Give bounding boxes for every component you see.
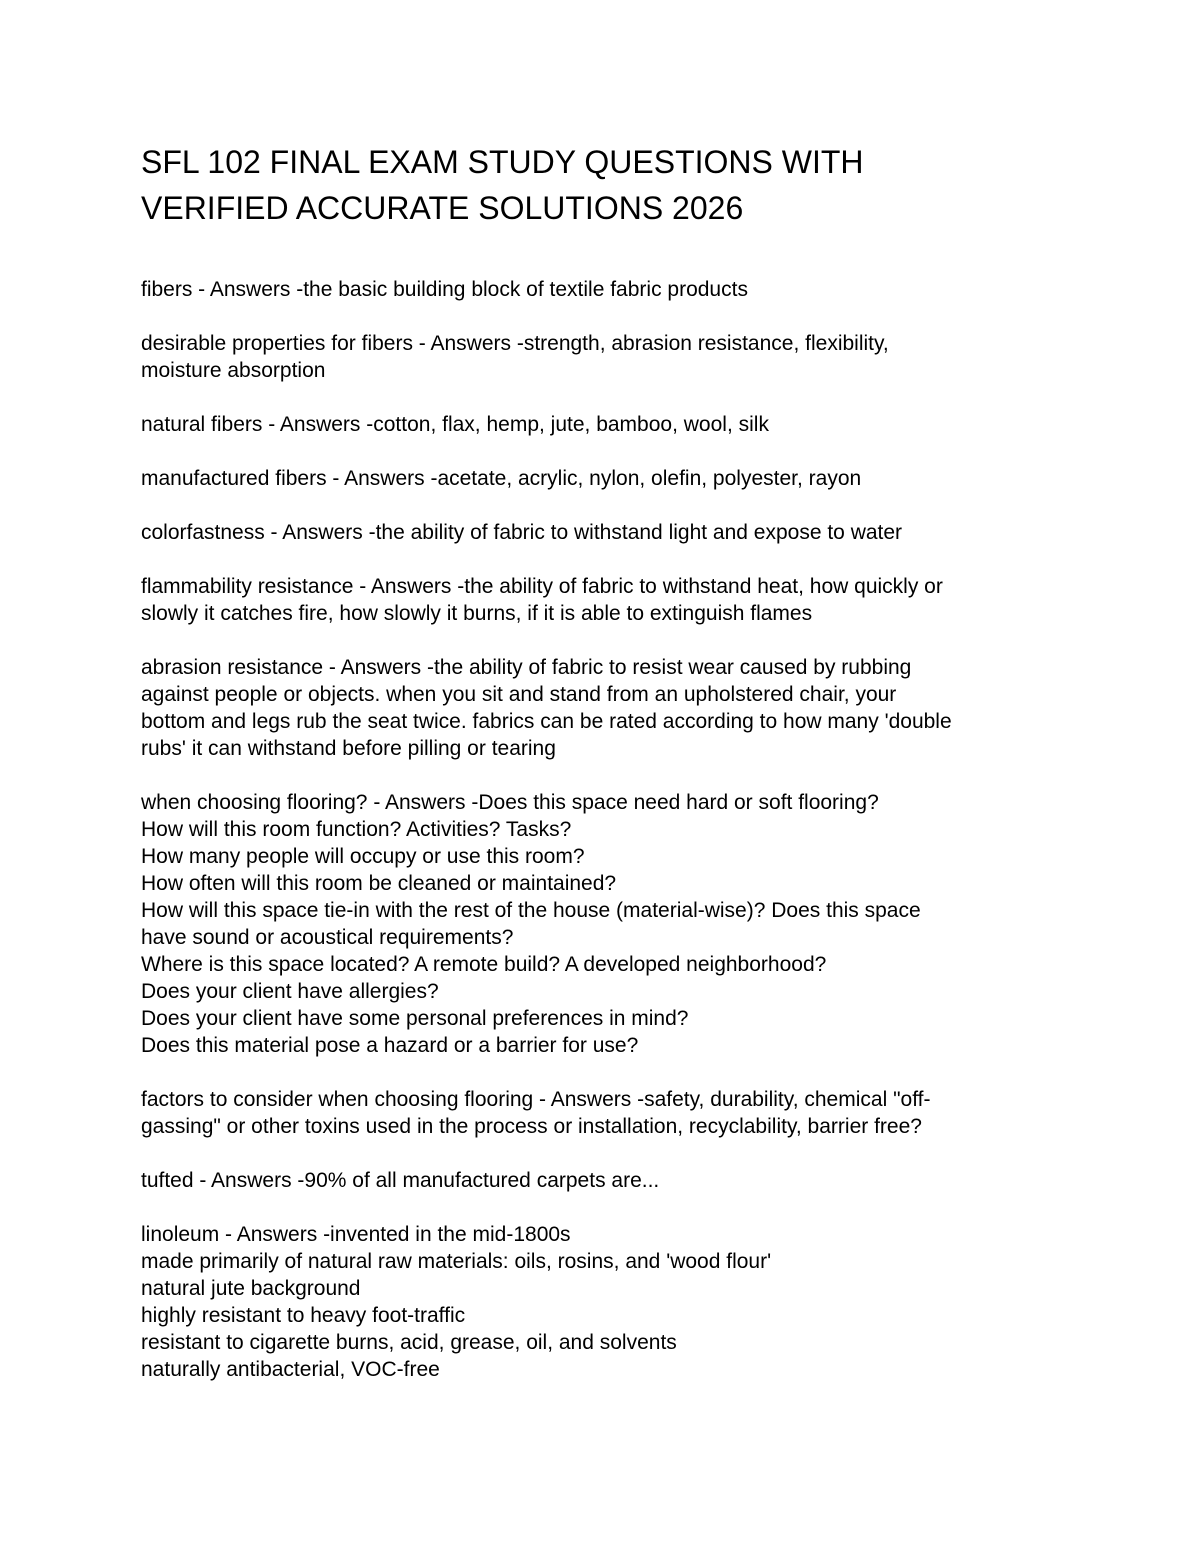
qa-line: Does this material pose a hazard or a barrier for use?	[141, 1034, 639, 1057]
qa-line: How will this room function? Activities? Tasks?	[141, 818, 572, 841]
qa-line: tufted - Answers -90% of all manufactured carpets are...	[141, 1169, 660, 1192]
qa-entry-flammability-resistance	[141, 573, 1141, 627]
qa-line: natural jute background	[141, 1277, 361, 1300]
qa-entry-natural-fibers	[141, 411, 1141, 438]
qa-line: against people or objects. when you sit and stand from an upholstered chair, your	[141, 683, 897, 706]
qa-line: moisture absorption	[141, 359, 326, 382]
qa-line: highly resistant to heavy foot-traffic	[141, 1304, 466, 1327]
qa-entry-manufactured-fibers	[141, 465, 1141, 492]
qa-line: fibers - Answers -the basic building block of textile fabric products	[141, 278, 748, 301]
qa-entry-linoleum	[141, 1221, 1141, 1383]
qa-line: Does your client have allergies?	[141, 980, 439, 1003]
qa-line: Where is this space located? A remote build? A developed neighborhood?	[141, 953, 827, 976]
qa-line: Does your client have some personal preferences in mind?	[141, 1007, 689, 1030]
qa-line: gassing" or other toxins used in the process or installation, recyclability, barrier free?	[141, 1115, 922, 1138]
qa-line: desirable properties for fibers - Answers -strength, abrasion resistance, flexibility,	[141, 332, 889, 355]
qa-line: natural fibers - Answers -cotton, flax, hemp, jute, bamboo, wool, silk	[141, 413, 769, 436]
qa-line: factors to consider when choosing flooring - Answers -safety, durability, chemical "off-	[141, 1088, 931, 1111]
title-line: SFL 102 FINAL EXAM STUDY QUESTIONS WITH	[141, 144, 864, 180]
qa-line: colorfastness - Answers -the ability of fabric to withstand light and expose to water	[141, 521, 903, 544]
qa-line: resistant to cigarette burns, acid, grease, oil, and solvents	[141, 1331, 677, 1354]
qa-line: bottom and legs rub the seat twice. fabrics can be rated according to how many 'double	[141, 710, 952, 733]
qa-line: How often will this room be cleaned or maintained?	[141, 872, 617, 895]
qa-line: rubs' it can withstand before pilling or tearing	[141, 737, 556, 760]
qa-line: have sound or acoustical requirements?	[141, 926, 514, 949]
qa-entry-when-choosing-flooring	[141, 789, 1141, 1059]
qa-line: flammability resistance - Answers -the ability of fabric to withstand heat, how quickly or	[141, 575, 943, 598]
qa-entry-fibers	[141, 276, 1141, 303]
qa-line: linoleum - Answers -invented in the mid-1800s	[141, 1223, 571, 1246]
qa-line: How will this space tie-in with the rest of the house (material-wise)? Does this space	[141, 899, 921, 922]
qa-line: slowly it catches fire, how slowly it burns, if it is able to extinguish flames	[141, 602, 813, 625]
qa-entry-flooring-factors	[141, 1086, 1141, 1140]
qa-line: when choosing flooring? - Answers -Does this space need hard or soft flooring?	[141, 791, 879, 814]
qa-line: naturally antibacterial, VOC-free	[141, 1358, 440, 1381]
qa-line: manufactured fibers - Answers -acetate, acrylic, nylon, olefin, polyester, rayon	[141, 467, 862, 490]
title-line: VERIFIED ACCURATE SOLUTIONS 2026	[141, 190, 744, 226]
qa-line: made primarily of natural raw materials: oils, rosins, and 'wood flour'	[141, 1250, 772, 1273]
qa-entry-abrasion-resistance	[141, 654, 1141, 762]
qa-line: How many people will occupy or use this room?	[141, 845, 585, 868]
document-title	[141, 139, 1141, 231]
qa-entry-tufted	[141, 1167, 1141, 1194]
qa-entry-colorfastness	[141, 519, 1141, 546]
qa-entry-desirable-properties	[141, 330, 1141, 384]
question-answer-list	[141, 276, 1141, 1410]
qa-line: abrasion resistance - Answers -the ability of fabric to resist wear caused by rubbing	[141, 656, 912, 679]
